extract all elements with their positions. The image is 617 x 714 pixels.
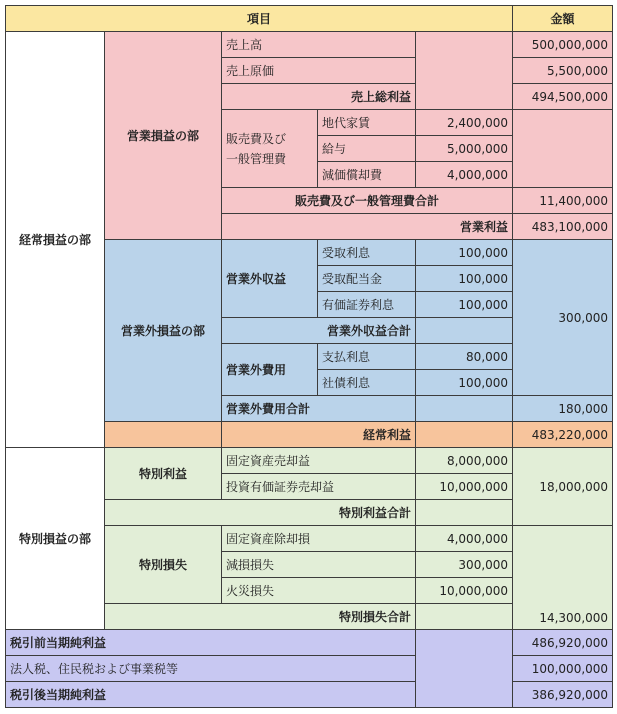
row-cost-of-sales-amount: 5,500,000 (513, 58, 613, 84)
header-amount: 金額 (513, 6, 613, 32)
row-special-loss-total-label: 特別損失合計 (105, 604, 416, 630)
row-sga-total-amount: 11,400,000 (513, 188, 613, 214)
row-non-op-expense-total-label: 営業外費用合計 (222, 396, 416, 422)
row-ordinary-profit-label: 経常利益 (222, 422, 416, 448)
row-rent-label: 地代家賃 (318, 110, 416, 136)
income-statement-table (5, 5, 613, 708)
row-bond-interest-sub: 100,000 (416, 370, 513, 396)
header-item: 項目 (6, 6, 513, 32)
group-special-gain: 特別利益 (105, 448, 222, 500)
group-special-loss: 特別損失 (105, 526, 222, 604)
sub-empty-cell (416, 32, 513, 110)
row-sga-total-label: 販売費及び一般管理費合計 (222, 188, 513, 214)
row-impairment-loss-label: 減損損失 (222, 552, 416, 578)
sub-empty-cell (416, 630, 513, 708)
section-ordinary: 経常損益の部 (6, 32, 105, 448)
sub-empty-cell (416, 422, 513, 448)
row-special-gain-total-label: 特別利益合計 (105, 500, 416, 526)
sub-empty-cell (416, 396, 513, 422)
row-sales-amount: 500,000,000 (513, 32, 613, 58)
sub-empty-cell (416, 500, 513, 526)
section-operating: 営業損益の部 (105, 32, 222, 240)
row-interest-income-label: 受取利息 (318, 240, 416, 266)
ordinary-profit-spacer (105, 422, 222, 448)
row-fixed-asset-disposal-loss-sub: 4,000,000 (416, 526, 513, 552)
row-interest-expense-sub: 80,000 (416, 344, 513, 370)
row-depreciation-label: 減価償却費 (318, 162, 416, 188)
row-fixed-asset-sale-gain-label: 固定資産売却益 (222, 448, 416, 474)
sub-empty-cell (416, 318, 513, 344)
section-special: 特別損益の部 (6, 448, 105, 630)
row-operating-profit-label: 営業利益 (222, 214, 513, 240)
group-non-op-expense: 営業外費用 (222, 344, 318, 396)
row-fixed-asset-disposal-loss-label: 固定資産除却損 (222, 526, 416, 552)
row-dividend-income-label: 受取配当金 (318, 266, 416, 292)
row-fixed-asset-sale-gain-sub: 8,000,000 (416, 448, 513, 474)
row-bond-interest-label: 社債利息 (318, 370, 416, 396)
row-pretax-income-label: 税引前当期純利益 (6, 630, 416, 656)
row-gross-profit-amount: 494,500,000 (513, 84, 613, 110)
row-non-op-income-total-label: 営業外収益合計 (222, 318, 416, 344)
row-special-loss-total-amount: 14,300,000 (513, 526, 613, 630)
row-cost-of-sales-label: 売上原価 (222, 58, 416, 84)
sub-empty-cell (416, 604, 513, 630)
row-non-op-income-total-amount: 300,000 (513, 240, 613, 396)
row-interest-expense-label: 支払利息 (318, 344, 416, 370)
row-fire-loss-label: 火災損失 (222, 578, 416, 604)
row-securities-interest-label: 有価証券利息 (318, 292, 416, 318)
row-salary-label: 給与 (318, 136, 416, 162)
row-salary-sub: 5,000,000 (416, 136, 513, 162)
group-non-op-income: 営業外収益 (222, 240, 318, 318)
row-non-op-expense-total-amount: 180,000 (513, 396, 613, 422)
row-ordinary-profit-amount: 483,220,000 (513, 422, 613, 448)
row-net-income-label: 税引後当期純利益 (6, 682, 416, 708)
row-pretax-income-amount: 486,920,000 (513, 630, 613, 656)
row-fire-loss-sub: 10,000,000 (416, 578, 513, 604)
amount-empty-cell (513, 110, 613, 188)
row-investment-sale-gain-label: 投資有価証券売却益 (222, 474, 416, 500)
row-investment-sale-gain-sub: 10,000,000 (416, 474, 513, 500)
row-taxes-amount: 100,000,000 (513, 656, 613, 682)
row-interest-income-sub: 100,000 (416, 240, 513, 266)
row-special-gain-total-amount: 18,000,000 (513, 448, 613, 526)
row-dividend-income-sub: 100,000 (416, 266, 513, 292)
group-sga: 販売費及び 一般管理費 (222, 110, 318, 188)
row-impairment-loss-sub: 300,000 (416, 552, 513, 578)
row-rent-sub: 2,400,000 (416, 110, 513, 136)
row-taxes-label: 法人税、住民税および事業税等 (6, 656, 416, 682)
row-net-income-amount: 386,920,000 (513, 682, 613, 708)
row-securities-interest-sub: 100,000 (416, 292, 513, 318)
row-sales-label: 売上高 (222, 32, 416, 58)
section-non-operating: 営業外損益の部 (105, 240, 222, 422)
row-operating-profit-amount: 483,100,000 (513, 214, 613, 240)
row-depreciation-sub: 4,000,000 (416, 162, 513, 188)
row-gross-profit-label: 売上総利益 (222, 84, 416, 110)
